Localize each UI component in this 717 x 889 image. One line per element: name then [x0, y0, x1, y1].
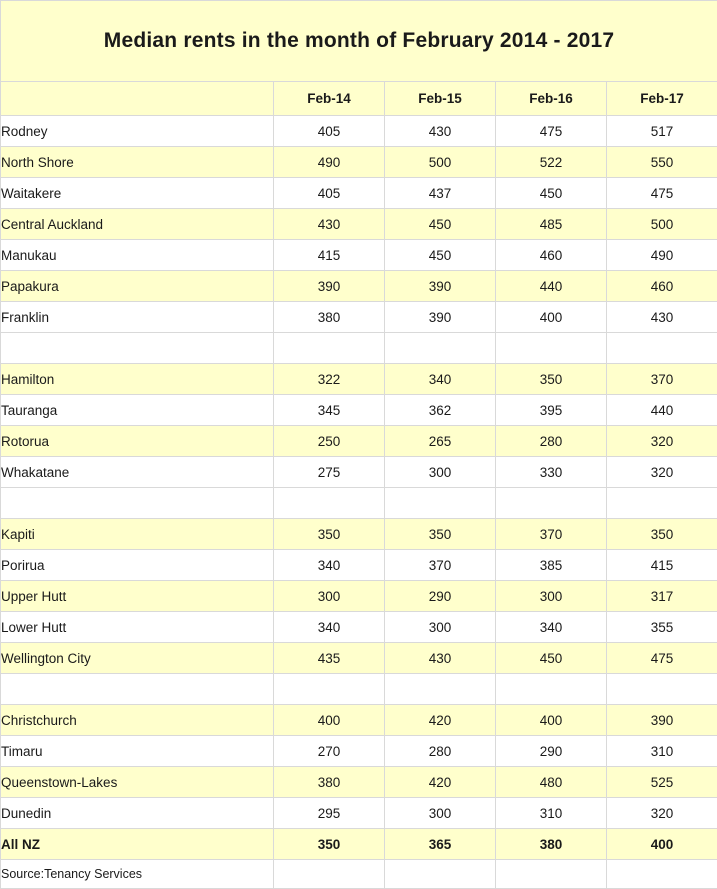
row-label: Lower Hutt [1, 612, 274, 643]
row-value: 450 [496, 178, 607, 209]
table-row [1, 798, 717, 829]
row-value-blank [274, 488, 385, 519]
table-row [1, 302, 717, 333]
row-value: 390 [385, 271, 496, 302]
table-title-row [1, 1, 717, 82]
row-value: 320 [607, 798, 717, 829]
row-label: Manukau [1, 240, 274, 271]
row-value: 380 [496, 829, 607, 860]
row-value: 430 [607, 302, 717, 333]
table-spacer-row [1, 333, 717, 364]
row-value: 435 [274, 643, 385, 674]
row-value: 345 [274, 395, 385, 426]
row-value: 525 [607, 767, 717, 798]
row-value: 420 [385, 705, 496, 736]
row-value: 350 [496, 364, 607, 395]
row-value: 430 [385, 116, 496, 147]
row-value: 480 [496, 767, 607, 798]
table-row [1, 612, 717, 643]
row-label: Whakatane [1, 457, 274, 488]
row-value-blank [385, 333, 496, 364]
table-row [1, 767, 717, 798]
row-value: 550 [607, 147, 717, 178]
row-value: 415 [607, 550, 717, 581]
row-value: 405 [274, 116, 385, 147]
table-row [1, 519, 717, 550]
row-value: 460 [496, 240, 607, 271]
row-value: 450 [385, 209, 496, 240]
row-label: Christchurch [1, 705, 274, 736]
row-label: Timaru [1, 736, 274, 767]
table-row [1, 364, 717, 395]
row-value: 485 [496, 209, 607, 240]
row-value: 460 [607, 271, 717, 302]
column-header-feb-14: Feb-14 [274, 82, 385, 116]
row-label: Rodney [1, 116, 274, 147]
row-value: 400 [496, 302, 607, 333]
row-value-blank [385, 674, 496, 705]
row-label: Queenstown-Lakes [1, 767, 274, 798]
row-value-blank [385, 488, 496, 519]
row-label: Kapiti [1, 519, 274, 550]
row-value: 450 [385, 240, 496, 271]
row-value: 500 [385, 147, 496, 178]
row-value: 440 [607, 395, 717, 426]
row-value: 300 [385, 612, 496, 643]
page-title: Median rents in the month of February 2014 - 2017 [1, 1, 717, 82]
row-value: 400 [607, 829, 717, 860]
source-blank-4 [607, 860, 717, 889]
row-value: 400 [496, 705, 607, 736]
row-value-blank [274, 674, 385, 705]
table-row [1, 550, 717, 581]
row-label: All NZ [1, 829, 274, 860]
row-value: 430 [385, 643, 496, 674]
row-value: 440 [496, 271, 607, 302]
row-value: 415 [274, 240, 385, 271]
row-value: 385 [496, 550, 607, 581]
row-value: 517 [607, 116, 717, 147]
row-value-blank [496, 333, 607, 364]
row-value: 330 [496, 457, 607, 488]
row-value: 340 [274, 550, 385, 581]
row-value: 300 [385, 798, 496, 829]
row-value: 365 [385, 829, 496, 860]
row-value: 300 [385, 457, 496, 488]
row-label: North Shore [1, 147, 274, 178]
row-label-blank [1, 674, 274, 705]
row-value: 350 [274, 519, 385, 550]
row-value: 420 [385, 767, 496, 798]
row-value: 350 [385, 519, 496, 550]
row-value-blank [607, 333, 717, 364]
row-value: 270 [274, 736, 385, 767]
row-value: 370 [496, 519, 607, 550]
row-value: 390 [385, 302, 496, 333]
row-label: Tauranga [1, 395, 274, 426]
row-value: 320 [607, 457, 717, 488]
row-value: 322 [274, 364, 385, 395]
table-spacer-row [1, 674, 717, 705]
row-value: 280 [496, 426, 607, 457]
row-label: Porirua [1, 550, 274, 581]
table-header-row [1, 82, 717, 116]
row-value: 340 [496, 612, 607, 643]
source-blank-1 [274, 860, 385, 889]
table-row [1, 395, 717, 426]
row-value: 290 [496, 736, 607, 767]
table-row [1, 271, 717, 302]
row-value: 317 [607, 581, 717, 612]
row-label: Papakura [1, 271, 274, 302]
table-source-row [1, 860, 717, 889]
row-value-blank [496, 674, 607, 705]
row-value: 390 [274, 271, 385, 302]
row-label: Rotorua [1, 426, 274, 457]
source-blank-2 [385, 860, 496, 889]
row-value: 490 [607, 240, 717, 271]
row-value: 310 [607, 736, 717, 767]
row-value: 450 [496, 643, 607, 674]
row-value: 310 [496, 798, 607, 829]
table-row [1, 178, 717, 209]
column-header-feb-17: Feb-17 [607, 82, 717, 116]
row-value: 340 [274, 612, 385, 643]
row-value: 400 [274, 705, 385, 736]
table-row [1, 829, 717, 860]
row-label: Hamilton [1, 364, 274, 395]
row-value-blank [607, 674, 717, 705]
row-value: 250 [274, 426, 385, 457]
row-value: 265 [385, 426, 496, 457]
row-value-blank [607, 488, 717, 519]
table-row [1, 116, 717, 147]
row-value-blank [274, 333, 385, 364]
column-header-region [1, 82, 274, 116]
table-row [1, 705, 717, 736]
row-value: 490 [274, 147, 385, 178]
row-label: Waitakere [1, 178, 274, 209]
table-body [1, 116, 717, 860]
row-label: Wellington City [1, 643, 274, 674]
column-header-feb-16: Feb-16 [496, 82, 607, 116]
row-value: 355 [607, 612, 717, 643]
row-label: Dunedin [1, 798, 274, 829]
source-note: Source:Tenancy Services [1, 860, 274, 889]
row-label-blank [1, 333, 274, 364]
table-spacer-row [1, 488, 717, 519]
table-row [1, 147, 717, 178]
row-value: 275 [274, 457, 385, 488]
row-label-blank [1, 488, 274, 519]
table-row [1, 209, 717, 240]
row-value: 370 [385, 550, 496, 581]
row-value: 522 [496, 147, 607, 178]
row-value: 370 [607, 364, 717, 395]
row-value-blank [496, 488, 607, 519]
table-row [1, 426, 717, 457]
row-value: 380 [274, 302, 385, 333]
table-row [1, 240, 717, 271]
table-row [1, 736, 717, 767]
row-value: 320 [607, 426, 717, 457]
row-label: Upper Hutt [1, 581, 274, 612]
row-value: 437 [385, 178, 496, 209]
row-label: Franklin [1, 302, 274, 333]
row-value: 350 [274, 829, 385, 860]
table-row [1, 457, 717, 488]
row-value: 500 [607, 209, 717, 240]
row-value: 295 [274, 798, 385, 829]
row-value: 290 [385, 581, 496, 612]
row-value: 475 [607, 643, 717, 674]
row-value: 280 [385, 736, 496, 767]
table-row [1, 643, 717, 674]
row-value: 350 [607, 519, 717, 550]
table-row [1, 581, 717, 612]
row-value: 475 [607, 178, 717, 209]
row-value: 395 [496, 395, 607, 426]
row-value: 300 [274, 581, 385, 612]
row-value: 380 [274, 767, 385, 798]
row-value: 390 [607, 705, 717, 736]
row-value: 362 [385, 395, 496, 426]
row-value: 430 [274, 209, 385, 240]
row-value: 340 [385, 364, 496, 395]
row-value: 475 [496, 116, 607, 147]
source-blank-3 [496, 860, 607, 889]
column-header-feb-15: Feb-15 [385, 82, 496, 116]
row-value: 300 [496, 581, 607, 612]
row-value: 405 [274, 178, 385, 209]
row-label: Central Auckland [1, 209, 274, 240]
